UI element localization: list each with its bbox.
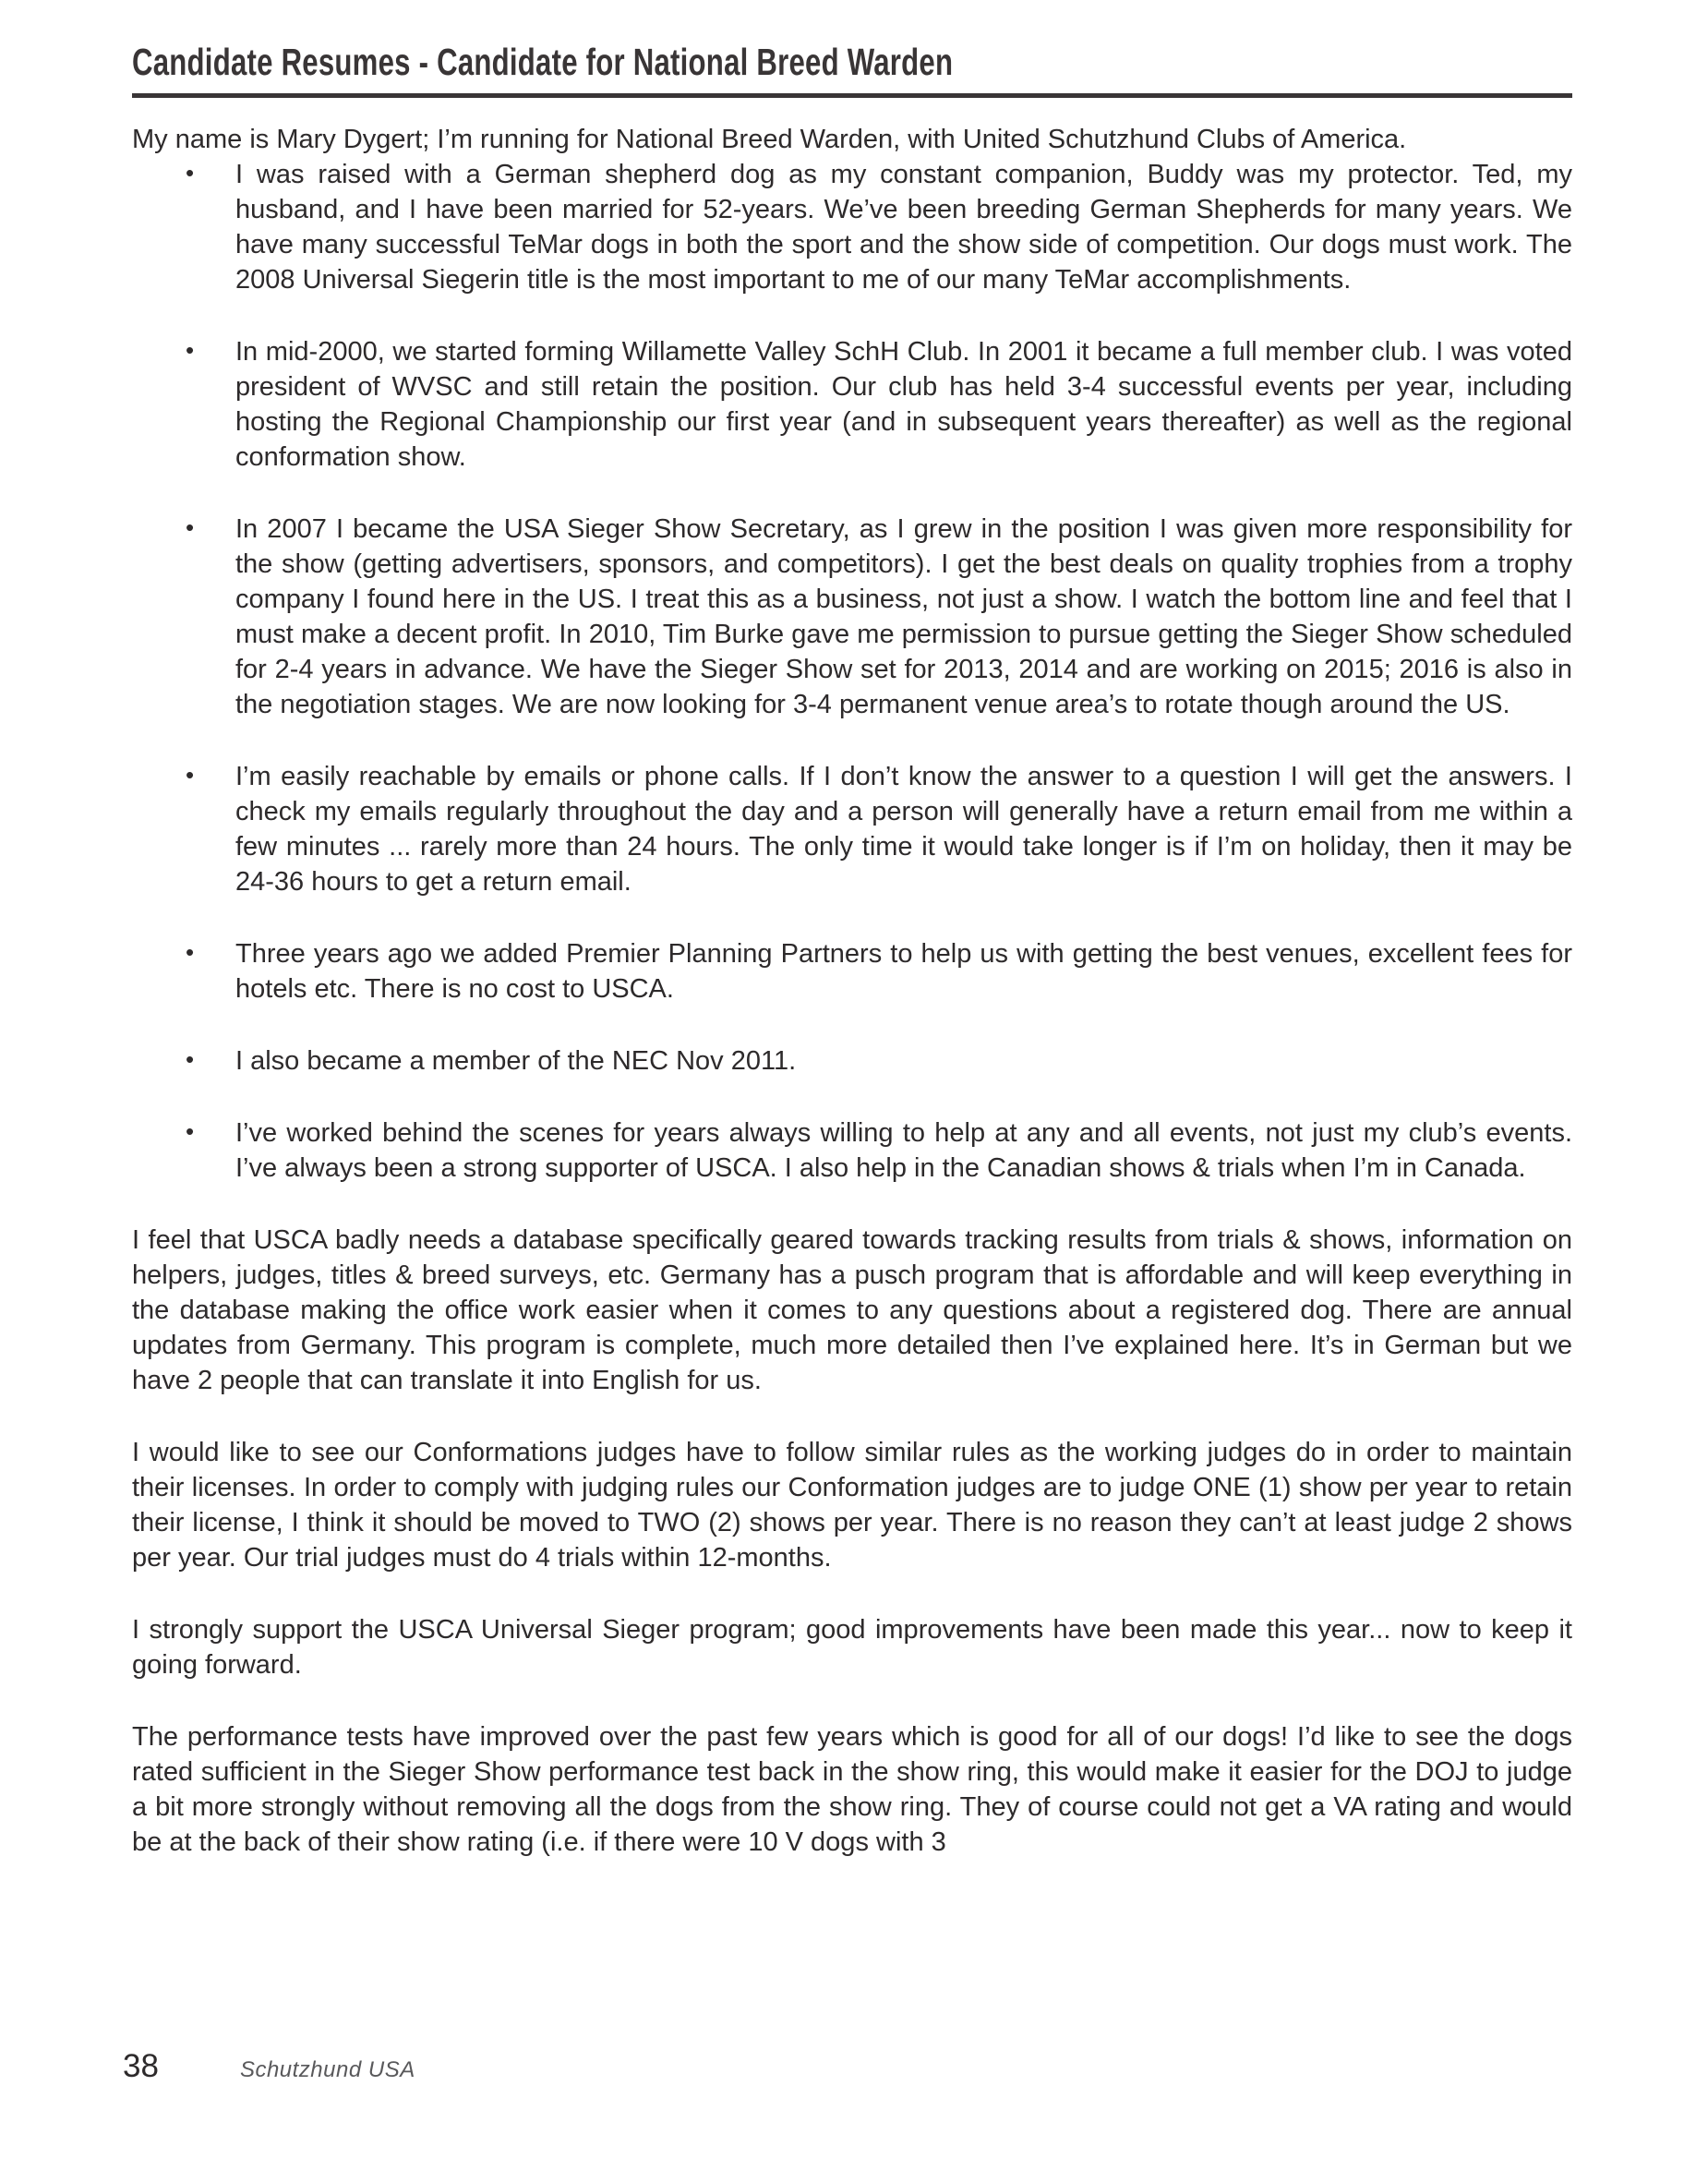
- list-item-text: In mid-2000, we started forming Willamette Valley SchH Club. In 2001 it became a full member club. I was voted president of WVSC and still retain the position. Our club has held 3-4 successful events per year, including hosting the Regional Championship our first year (and in subsequent years thereafter) as well as the regional conformation show.: [235, 337, 1572, 472]
- page-title: Candidate Resumes - Candidate for National Breed Warden: [132, 41, 954, 83]
- bullet-icon: •: [186, 513, 195, 541]
- bullet-icon: •: [186, 761, 195, 789]
- resume-body: [132, 122, 1572, 1860]
- intro-paragraph: My name is Mary Dygert; I’m running for National Breed Warden, with United Schutzhund Clubs of America.: [132, 125, 1407, 154]
- publication-name: Schutzhund USA: [239, 2057, 415, 2082]
- page-footer: [123, 2048, 415, 2085]
- list-item: [132, 936, 1572, 1007]
- body-paragraph: I strongly support the USCA Universal Sieger program; good improvements have been made this year... now to keep it going forward.: [132, 1615, 1572, 1680]
- bullet-icon: •: [186, 336, 195, 364]
- list-item-text: In 2007 I became the USA Sieger Show Secretary, as I grew in the position I was given more responsibility for the show (getting advertisers, sponsors, and competitors). I get the best deals on quality trophies from a trophy company I found here in the US. I treat this as a business, not just a show. I watch the bottom line and feel that I must make a decent profit. In 2010, Tim Burke gave me permission to pursue getting the Sieger Show scheduled for 2-4 years in advance. We have the Sieger Show set for 2013, 2014 and are working on 2015; 2016 is also in the negotiation stages. We are now looking for 3-4 permanent venue area’s to rotate though around the US.: [235, 514, 1572, 719]
- bullet-icon: •: [186, 938, 195, 966]
- list-item-text: I’m easily reachable by emails or phone calls. If I don’t know the answer to a question I will get the answers. I check my emails regularly throughout the day and a person will generally have a return email from me within a few minutes ... rarely more than 24 hours. The only time it would take longer is if I’m on holiday, then it may be 24-36 hours to get a return email.: [235, 762, 1572, 897]
- list-item: [132, 512, 1572, 722]
- bullet-list: [132, 157, 1572, 1186]
- page-number: 38: [123, 2048, 159, 2084]
- page-header: [132, 41, 1572, 98]
- bullet-icon: •: [186, 159, 195, 187]
- list-item-text: I was raised with a German shepherd dog as my constant companion, Buddy was my protector. Ted, my husband, and I have been married for 52-years. We’ve been breeding German Shepherds for many years. We have many successful TeMar dogs in both the sport and the show side of competition. Our dogs must work. The 2008 Universal Siegerin title is the most important to me of our many TeMar accomplishments.: [235, 160, 1572, 295]
- list-item-text: I also became a member of the NEC Nov 2011.: [235, 1046, 797, 1076]
- bullet-icon: •: [186, 1117, 195, 1145]
- body-paragraph: I feel that USCA badly needs a database specifically geared towards tracking results from trials & shows, information on helpers, judges, titles & breed surveys, etc. Germany has a pusch program that is affordable and will keep everything in the database making the office work easier when it comes to any questions about a registered dog. There are annual updates from Germany. This program is complete, much more detailed then I’ve explained here. It’s in German but we have 2 people that can translate it into English for us.: [132, 1225, 1572, 1395]
- list-item-text: I’ve worked behind the scenes for years always willing to help at any and all events, not just my club’s events. I’ve always been a strong supporter of USCA. I also help in the Canadian shows & trials when I’m in Canada.: [235, 1118, 1572, 1183]
- page-content: [132, 41, 1572, 1860]
- list-item: [132, 1115, 1572, 1186]
- list-item: [132, 759, 1572, 899]
- list-item: [132, 334, 1572, 475]
- list-item-text: Three years ago we added Premier Planning Partners to help us with getting the best venues, excellent fees for hotels etc. There is no cost to USCA.: [235, 939, 1572, 1004]
- list-item: [132, 157, 1572, 297]
- body-paragraph: The performance tests have improved over the past few years which is good for all of our dogs! I’d like to see the dogs rated sufficient in the Sieger Show performance test back in the show ring, this would make it easier for the DOJ to judge a bit more strongly without removing all the dogs from the show ring. They of course could not get a VA rating and would be at the back of their show rating (i.e. if there were 10 V dogs with 3: [132, 1722, 1572, 1857]
- body-paragraph: I would like to see our Conformations judges have to follow similar rules as the working judges do in order to maintain their licenses. In order to comply with judging rules our Conformation judges are to judge ONE (1) show per year to retain their license, I think it should be moved to TWO (2) shows per year. There is no reason they can’t at least judge 2 shows per year. Our trial judges must do 4 trials within 12-months.: [132, 1438, 1572, 1573]
- list-item: [132, 1043, 1572, 1079]
- bullet-icon: •: [186, 1045, 195, 1073]
- title-divider: [132, 93, 1572, 98]
